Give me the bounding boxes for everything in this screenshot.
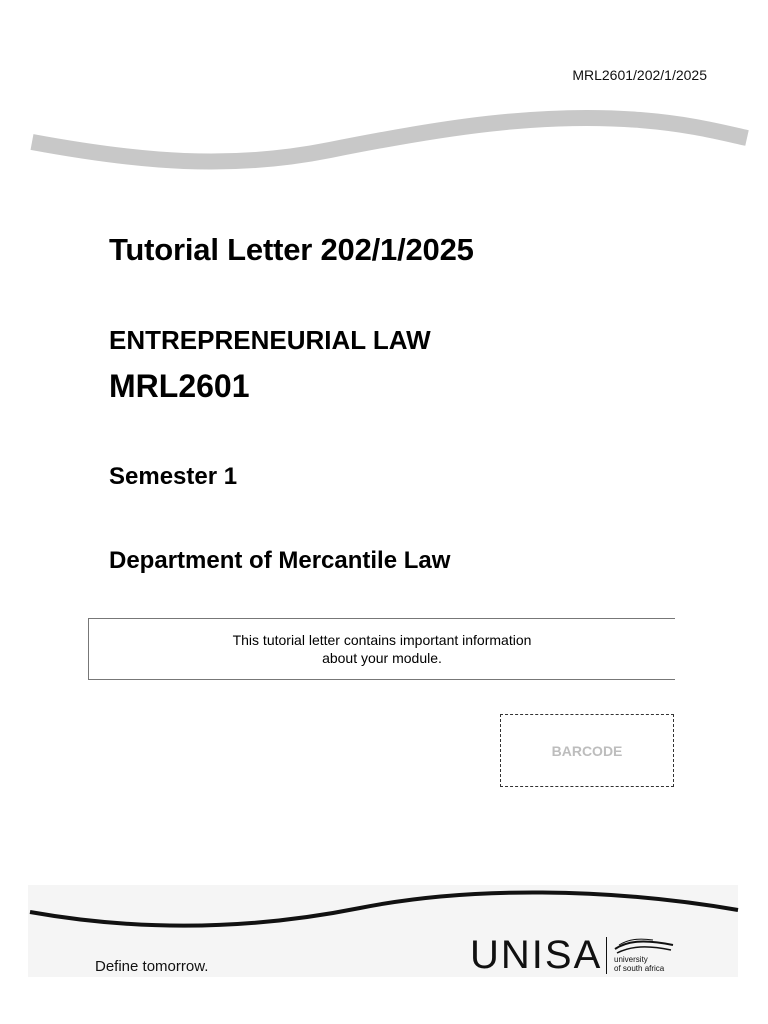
info-box [88,618,675,680]
barcode-label: BARCODE [551,742,623,759]
logo-subtext-line-2: of south africa [614,964,665,973]
tutorial-letter-title: Tutorial Letter 202/1/2025 [109,232,474,267]
unisa-emblem-icon [613,937,675,955]
semester-label: Semester 1 [109,463,238,490]
module-name: ENTREPRENEURIAL LAW [109,325,431,355]
unisa-logo-subtext [614,955,664,973]
unisa-logo-wordmark: UNISA [470,933,603,977]
document-code: MRL2601/202/1/2025 [572,67,707,83]
tagline: Define tomorrow. [95,958,209,975]
info-text-line-2: about your module. [322,650,442,666]
barcode-placeholder [500,714,674,787]
logo-divider [606,937,607,974]
module-code: MRL2601 [109,368,250,404]
footer-curve [0,880,768,940]
info-text-line-1: This tutorial letter contains important information [232,632,532,648]
logo-subtext-line-1: university [614,955,648,964]
decorative-swoosh [0,100,768,190]
department-name: Department of Mercantile Law [109,547,451,574]
